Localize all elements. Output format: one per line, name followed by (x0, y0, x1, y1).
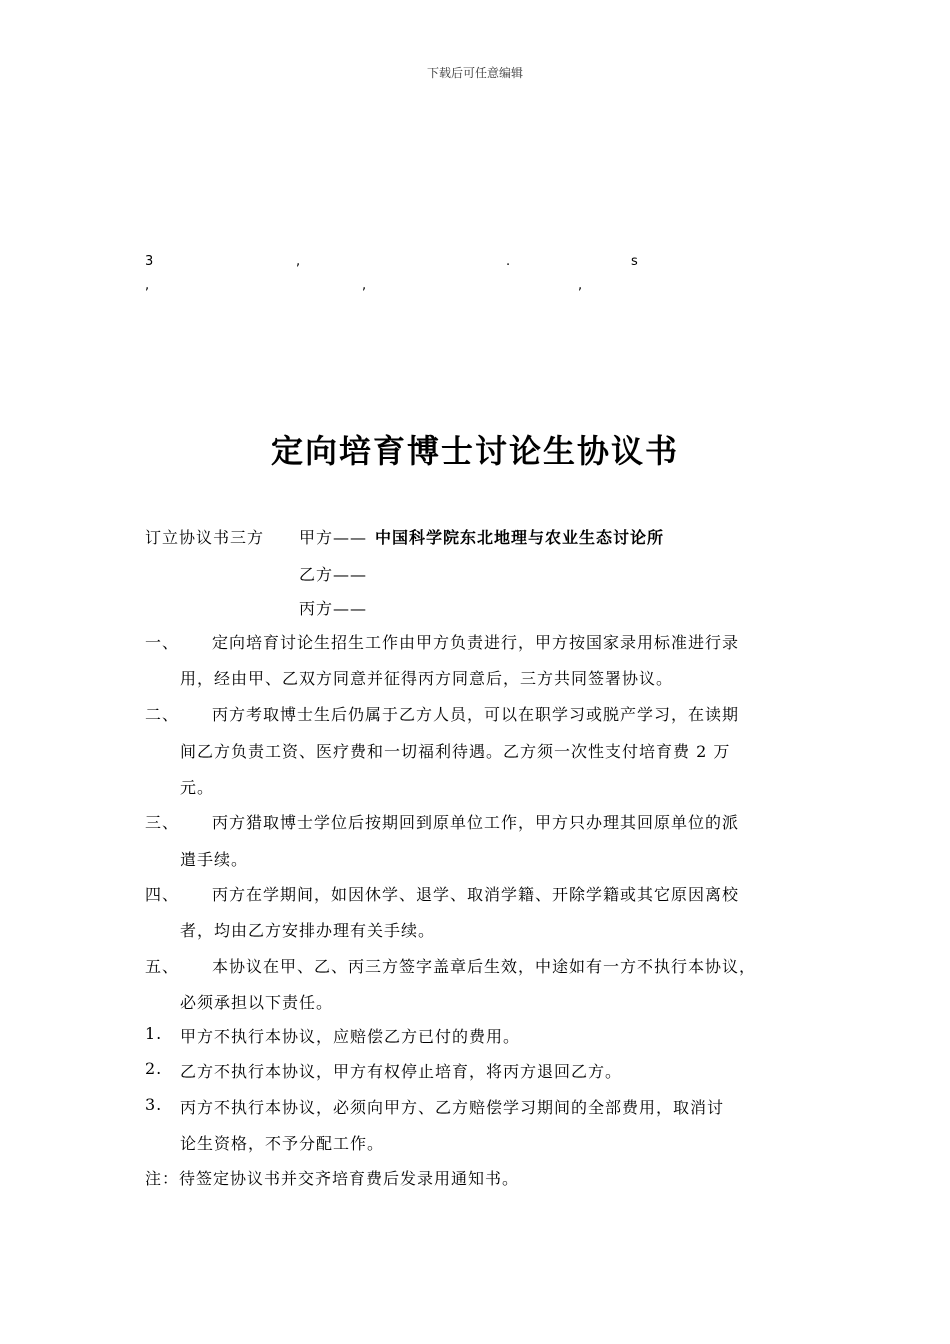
clause-line: 用，经由甲、乙双方同意并征得丙方同意后，三方共同签署协议。 (180, 669, 674, 688)
party-bing-label: 丙方—— (299, 599, 368, 618)
liability-line: 论生资格，不予分配工作。 (180, 1134, 385, 1153)
party-jia-value: 中国科学院东北地理与农业生态讨论所 (375, 528, 665, 547)
liability-line: 甲方不执行本协议，应赔偿乙方已付的费用。 (180, 1027, 521, 1046)
clause-line: 本协议在甲、乙、丙三方签字盖章后生效，中途如有一方不执行本协议， (212, 957, 757, 976)
clause-number: 二、 (145, 705, 180, 724)
clause-line: 丙方在学期间，如因休学、退学、取消学籍、开除学籍或其它原因离校 (212, 885, 740, 904)
liability-line: 乙方不执行本协议，甲方有权停止培育，将丙方退回乙方。 (180, 1062, 623, 1081)
clause-number: 五、 (145, 957, 180, 976)
fragment-comma: , (296, 254, 301, 269)
clause-line: 者，均由乙方安排办理有关手续。 (180, 921, 436, 940)
clause-number: 一、 (145, 633, 180, 652)
party-jia-label: 甲方—— (299, 528, 368, 547)
fragment-3: 3 (145, 254, 154, 269)
fragment-period: . (506, 254, 511, 269)
parties-intro: 订立协议书三方 (145, 528, 265, 547)
clause-line: 丙方考取博士生后仍属于乙方人员，可以在职学习或脱产学习，在读期 (212, 705, 740, 724)
liability-number: 3. (145, 1095, 163, 1114)
clause-line: 定向培育讨论生招生工作由甲方负责进行，甲方按国家录用标准进行录 (212, 633, 740, 652)
fragment-comma: , (362, 278, 367, 293)
clause-line: 必须承担以下责任。 (180, 993, 334, 1012)
liability-line: 丙方不执行本协议，必须向甲方、乙方赔偿学习期间的全部费用，取消讨 (180, 1098, 725, 1117)
document-title: 定向培育博士讨论生协议书 (270, 432, 679, 470)
clause-line: 间乙方负责工资、医疗费和一切福利待遇。乙方须一次性支付培育费 2 万 (180, 742, 731, 761)
clause-line: 元。 (180, 778, 215, 797)
clause-line: 丙方猎取博士学位后按期回到原单位工作，甲方只办理其回原单位的派 (212, 813, 740, 832)
fragment-comma: , (578, 278, 583, 293)
page-header: 下载后可任意编辑 (426, 66, 523, 80)
fragment-comma: , (145, 278, 150, 293)
liability-number: 2. (145, 1059, 163, 1078)
clause-line: 遣手续。 (180, 850, 249, 869)
liability-number: 1. (145, 1024, 163, 1043)
clause-number: 三、 (145, 813, 180, 832)
fragment-s: s (631, 254, 638, 269)
footer-note: 注：待签定协议书并交齐培育费后发录用通知书。 (145, 1169, 520, 1188)
party-yi-label: 乙方—— (299, 565, 368, 584)
clause-number: 四、 (145, 885, 180, 904)
